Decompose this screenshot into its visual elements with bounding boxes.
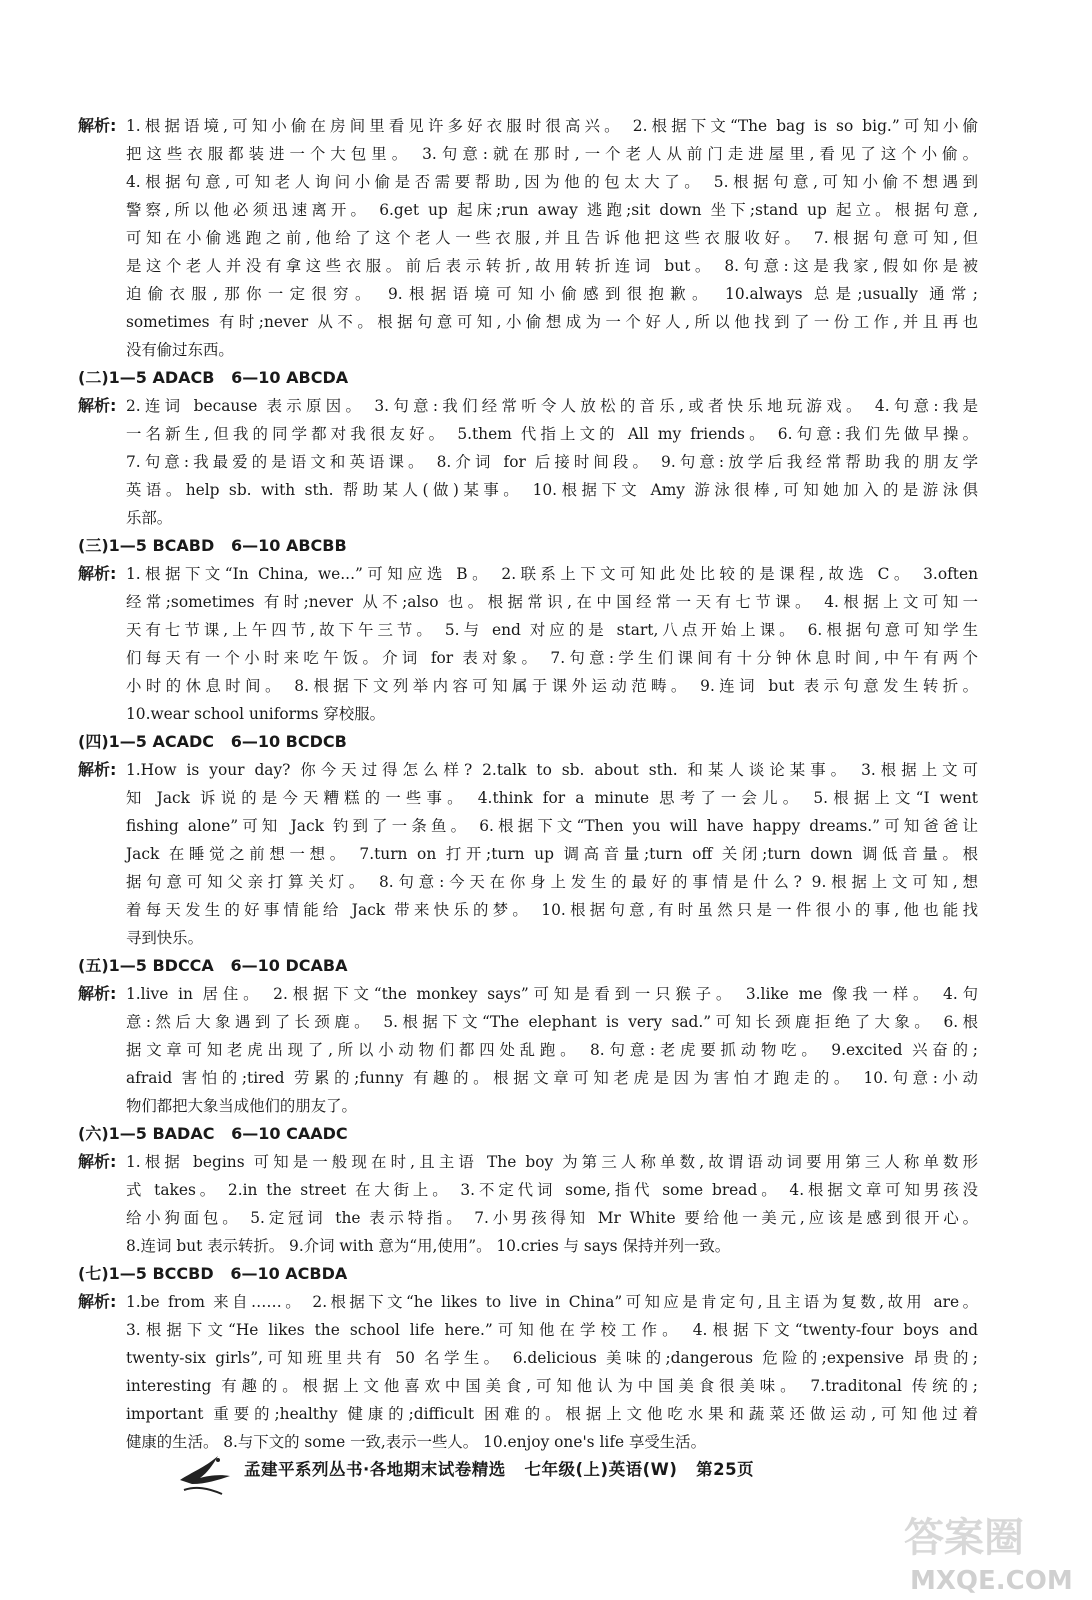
answer-section — [78, 532, 978, 728]
explanation-line: 10.wear school uniforms 穿校服。 — [126, 705, 385, 723]
explanation-line: 是这个老人并没有拿这些衣服。前后表示转折,故用转折连词 but。 8.句意:这是我家,假如你是被 — [126, 257, 978, 275]
explanation-block — [78, 756, 978, 952]
explanation-block — [78, 112, 978, 364]
explanation-line: 物们都把大象当成他们的朋友了。 — [126, 1097, 357, 1115]
footer-series-title: 孟建平系列丛书·各地期末试卷精选 七年级(上)英语(W) 第25页 — [244, 1460, 755, 1479]
explanation-label: 解析: — [78, 984, 117, 1003]
explanation-line: 1.be from 来自……。 2.根据下文“he likes to live in China”可知应是肯定句,且主语为复数,故用 are。 — [126, 1293, 978, 1311]
explanation-block — [78, 560, 978, 728]
answer-key-heading: (二)1—5 ADACB 6—10 ABCDA — [78, 368, 349, 387]
explanation-line: 1.根据语境,可知小偷在房间里看见许多好衣服时很高兴。 2.根据下文“The bag is so big.”可知小偷 — [126, 117, 978, 135]
explanation-line: 式 takes。 2.in the street 在大街上。 3.不定代词 some,指代 some bread。 4.根据文章可知男孩没 — [126, 1181, 978, 1199]
explanation-label: 解析: — [78, 1292, 117, 1311]
answer-section — [78, 364, 978, 532]
answer-section — [78, 112, 978, 364]
explanation-line: 迫偷衣服,那你一定很穷。 9.根据语境可知小偷感到很抱歉。 10.always 总是;usually 通常; — [126, 285, 978, 303]
explanation-label: 解析: — [78, 564, 117, 583]
explanation-line: important 重要的;healthy 健康的;difficult 困难的。根据上文他吃水果和蔬菜还做运动,可知他过着 — [126, 1405, 978, 1423]
explanation-line: 乐部。 — [126, 509, 173, 527]
answer-key-heading: (三)1—5 BCABD 6—10 ABCBB — [78, 536, 347, 555]
explanation-line: fishing alone”可知 Jack 钓到了一条鱼。 6.根据下文“Then you will have happy dreams.”可知爸爸让 — [126, 817, 978, 835]
explanation-line: 1.How is your day? 你今天过得怎么样? 2.talk to sb. about sth. 和某人谈论某事。 3.根据上文可 — [126, 761, 978, 779]
explanation-block — [78, 1288, 978, 1456]
answer-section — [78, 1260, 978, 1456]
site-watermark — [900, 1505, 1086, 1595]
explanation-line: 8.连词 but 表示转折。 9.介词 with 意为“用,使用”。 10.cries 与 says 保持并列一致。 — [126, 1237, 731, 1255]
explanation-line: 警察,所以他必须迅速离开。 6.get up 起床;run away 逃跑;sit down 坐下;stand up 起立。根据句意, — [126, 201, 978, 219]
explanation-line: 4.根据句意,可知老人询问小偷是否需要帮助,因为他的包太大了。 5.根据句意,可知小偷不想遇到 — [126, 173, 978, 191]
explanation-block — [78, 980, 978, 1120]
explanation-line: 据句意可知父亲打算关灯。 8.句意:今天在你身上发生的最好的事情是什么? 9.根据上文可知,想 — [126, 873, 978, 891]
explanation-label: 解析: — [78, 396, 117, 415]
explanation-line: 没有偷过东西。 — [126, 341, 234, 359]
explanation-line: 天有七节课,上午四节,故下午三节。 5.与 end 对应的是 start,八点开始上课。 6.根据句意可知学生 — [126, 621, 978, 639]
answer-key-heading: (五)1—5 BDCCA 6—10 DCABA — [78, 956, 348, 975]
explanation-line: 据文章可知老虎出现了,所以小动物们都四处乱跑。 8.句意:老虎要抓动物吃。 9.excited 兴奋的; — [126, 1041, 978, 1059]
answer-key-heading: (六)1—5 BADAC 6—10 CAADC — [78, 1124, 348, 1143]
page-footer — [0, 1450, 1092, 1510]
explanation-line: twenty-six girls”,可知班里共有 50 名学生。 6.delicious 美味的;dangerous 危险的;expensive 昂贵的; — [126, 1349, 978, 1367]
answer-key-heading: (四)1—5 ACADC 6—10 BCDCB — [78, 732, 347, 751]
swallow-logo-icon — [178, 1450, 232, 1496]
explanation-line: 们每天有一个小时来吃午饭。介词 for 表对象。 7.句意:学生们课间有十分钟休息时间,中午有两个 — [126, 649, 978, 667]
explanation-label: 解析: — [78, 116, 117, 135]
answer-section — [78, 728, 978, 952]
explanation-line: interesting 有趣的。根据上文他喜欢中国美食,可知他认为中国美食很美味。 7.traditonal 传统的; — [126, 1377, 978, 1395]
explanation-label: 解析: — [78, 1152, 117, 1171]
explanation-line: 把这些衣服都装进一个大包里。 3.句意:就在那时,一个老人从前门走进屋里,看见了这个小偷。 — [126, 145, 978, 163]
explanation-line: 着每天发生的好事情能给 Jack 带来快乐的梦。 10.根据句意,有时虽然只是一件很小的事,他也能找 — [126, 901, 978, 919]
answer-page — [78, 112, 978, 1456]
explanation-label: 解析: — [78, 760, 117, 779]
explanation-line: 1.根据下文“In China, we...”可知应选 B。 2.联系上下文可知此处比较的是课程,故选 C。 3.often — [126, 565, 978, 583]
explanation-line: 1.根据 begins 可知是一般现在时,且主语 The boy 为第三人称单数,故谓语动词要用第三人称单数形 — [126, 1153, 978, 1171]
explanation-line: 1.live in 居住。 2.根据下文“the monkey says”可知是看到一只猴子。 3.like me 像我一样。 4.句 — [126, 985, 978, 1003]
explanation-line: 3.根据下文“He likes the school life here.”可知他在学校工作。 4.根据下文“twenty-four boys and — [126, 1321, 978, 1339]
explanation-line: 英语。help sb. with sth. 帮助某人(做)某事。 10.根据下文 Amy 游泳很棒,可知她加入的是游泳俱 — [126, 481, 978, 499]
answer-section — [78, 952, 978, 1120]
explanation-line: 一名新生,但我的同学都对我很友好。 5.them 代指上文的 All my friends。 6.句意:我们先做早操。 — [126, 425, 978, 443]
explanation-line: Jack 在睡觉之前想一想。 7.turn on 打开;turn up 调高音量;turn off 关闭;turn down 调低音量。根 — [126, 845, 978, 863]
explanation-line: 意:然后大象遇到了长颈鹿。 5.根据下文“The elephant is very sad.”可知长颈鹿拒绝了大象。 6.根 — [126, 1013, 978, 1031]
explanation-block — [78, 1148, 978, 1260]
watermark-domain: MXQE.COM — [910, 1566, 1073, 1595]
explanation-line: 7.句意:我最爱的是语文和英语课。 8.介词 for 后接时间段。 9.句意:放学后我经常帮助我的朋友学 — [126, 453, 978, 471]
explanation-line: 健康的生活。 8.与下文的 some 一致,表示一些人。 10.enjoy one's life 享受生活。 — [126, 1433, 706, 1451]
explanation-line: 知 Jack 诉说的是今天糟糕的一些事。 4.think for a minute 思考了一会儿。 5.根据上文“I went — [126, 789, 978, 807]
answer-section — [78, 1120, 978, 1260]
watermark-logo-text: 答案圈 — [904, 1515, 1024, 1561]
explanation-line: 给小狗面包。 5.定冠词 the 表示特指。 7.小男孩得知 Mr White 要给他一美元,应该是感到很开心。 — [126, 1209, 978, 1227]
explanation-line: 2.连词 because 表示原因。 3.句意:我们经常听令人放松的音乐,或者快乐地玩游戏。 4.句意:我是 — [126, 397, 978, 415]
explanation-line: sometimes 有时;never 从不。根据句意可知,小偷想成为一个好人,所以他找到了一份工作,并且再也 — [126, 313, 978, 331]
explanation-line: 可知在小偷逃跑之前,他给了这个老人一些衣服,并且告诉他把这些衣服收好。 7.根据句意可知,但 — [126, 229, 978, 247]
explanation-line: afraid 害怕的;tired 劳累的;funny 有趣的。根据文章可知老虎是因为害怕才跑走的。 10.句意:小动 — [126, 1069, 978, 1087]
explanation-line: 寻到快乐。 — [126, 929, 203, 947]
answer-key-heading: (七)1—5 BCCBD 6—10 ACBDA — [78, 1264, 348, 1283]
explanation-block — [78, 392, 978, 532]
explanation-line: 经常;sometimes 有时;never 从不;also 也。根据常识,在中国经常一天有七节课。 4.根据上文可知一 — [126, 593, 978, 611]
explanation-line: 小时的休息时间。 8.根据下文列举内容可知属于课外运动范畴。 9.连词 but 表示句意发生转折。 — [126, 677, 978, 695]
